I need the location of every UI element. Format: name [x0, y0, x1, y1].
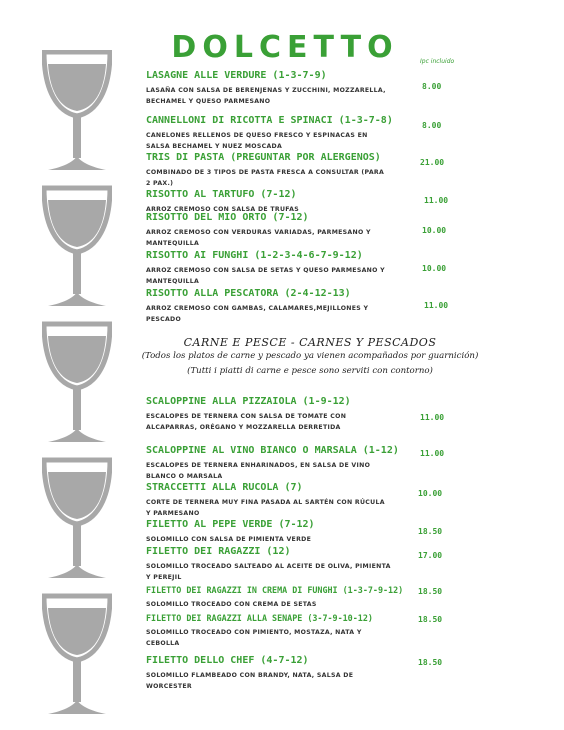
dish-description: ESCALOPES DE TERNERA ENHARINADOS, EN SALSA DE VINO BLANCO O MARSALA: [146, 462, 371, 480]
wine-glass-icon: [44, 52, 110, 170]
dish-name: FILETTO DEI RAGAZZI ALLA SENAPE (3-7-9-10-12): [146, 613, 373, 623]
wine-glass-icon: [44, 460, 110, 578]
dish-price: 10.00: [422, 226, 447, 235]
menu-item: [146, 482, 538, 519]
dish-price: 21.00: [420, 158, 445, 167]
menu-item: [146, 288, 538, 325]
dish-price: 10.00: [418, 489, 443, 498]
menu-item: [146, 250, 538, 287]
dish-price: 18.50: [418, 527, 443, 536]
menu-item: [146, 655, 538, 692]
dish-price: 11.00: [424, 301, 449, 310]
dish-price: 18.50: [418, 615, 443, 624]
wine-glass-icon: [44, 188, 110, 306]
dish-price: 8.00: [422, 82, 442, 91]
dish-description: COMBINADO DE 3 TIPOS DE PASTA FRESCA A CONSULTAR (PARA 2 PAX.): [146, 169, 385, 187]
dish-name: RISOTTO ALLA PESCATORA (2-4-12-13): [146, 288, 351, 299]
wine-glass-icon: [44, 596, 110, 714]
dish-price: 18.50: [418, 658, 443, 667]
menu-item: [146, 115, 538, 152]
dish-description: SOLOMILLO TROCEADO CON CREMA DE SETAS: [146, 601, 317, 608]
dish-description: SOLOMILLO CON SALSA DE PIMIENTA VERDE: [146, 536, 312, 543]
tax-note: Ipc incluido: [420, 58, 455, 65]
dish-price: 11.00: [424, 196, 449, 205]
section-subtitle-es: (Todos los platos de carne y pescado ya vienen acompañados por guarnición): [141, 351, 479, 361]
dish-name: FILETTO DELLO CHEF (4-7-12): [146, 655, 309, 666]
dish-price: 11.00: [420, 449, 445, 458]
menu-item: [146, 585, 538, 611]
dish-description: SOLOMILLO TROCEADO SALTEADO AL ACEITE DE OLIVA, PIMIENTA Y PEREJIL: [146, 563, 391, 581]
dish-price: 17.00: [418, 551, 443, 560]
menu-item: [146, 152, 538, 189]
menu-item: [146, 546, 538, 583]
page-title: DOLCETTO: [171, 30, 399, 65]
dish-description: CORTE DE TERNERA MUY FINA PASADA AL SARTÉN CON RÚCULA Y PARMESANO: [146, 499, 385, 517]
menu-item: [146, 70, 538, 107]
menu-item: [146, 212, 538, 249]
section-subtitle-it: (Tutti i piatti di carne e pesce sono serviti con contorno): [187, 366, 433, 376]
dish-name: TRIS DI PASTA (PREGUNTAR POR ALERGENOS): [146, 152, 381, 163]
menu-item: [146, 445, 538, 482]
section-heading: CARNE E PESCE - CARNES Y PESCADOS: [183, 336, 437, 349]
dish-description: CANELONES RELLENOS DE QUESO FRESCO Y ESPINACAS EN SALSA BECHAMEL Y NUEZ MOSCADA: [146, 132, 368, 150]
menu-item: [146, 396, 538, 433]
dish-name: STRACCETTI ALLA RUCOLA (7): [146, 482, 303, 493]
wine-glasses-decoration: [42, 50, 112, 720]
dish-name: FILETTO AL PEPE VERDE (7-12): [146, 519, 315, 530]
menu-item: [146, 519, 538, 546]
dish-description: ARROZ CREMOSO CON SALSA DE TRUFAS: [146, 206, 299, 213]
dish-description: LASAÑA CON SALSA DE BERENJENAS Y ZUCCHINI, MOZZARELLA, BECHAMEL Y QUESO PARMESANO: [146, 87, 386, 105]
dish-name: SCALOPPINE AL VINO BIANCO O MARSALA (1-12): [146, 445, 399, 456]
dish-name: SCALOPPINE ALLA PIZZAIOLA (1-9-12): [146, 396, 351, 407]
dish-price: 11.00: [420, 413, 445, 422]
dish-description: SOLOMILLO TROCEADO CON PIMIENTO, MOSTAZA, NATA Y CEBOLLA: [146, 629, 362, 647]
dish-description: SOLOMILLO FLAMBEADO CON BRANDY, NATA, SALSA DE WORCESTER: [146, 672, 354, 690]
dish-description: ESCALOPES DE TERNERA CON SALSA DE TOMATE CON ALCAPARRAS, ORÉGANO Y MOZZARELLA DERRETIDA: [146, 413, 347, 431]
dish-name: LASAGNE ALLE VERDURE (1-3-7-9): [146, 70, 327, 81]
dish-name: RISOTTO DEL MIO ORTO (7-12): [146, 212, 309, 223]
dish-name: CANNELLONI DI RICOTTA E SPINACI (1-3-7-8): [146, 115, 393, 126]
dish-description: ARROZ CREMOSO CON GAMBAS, CALAMARES,MEJILLONES Y PESCADO: [146, 305, 369, 323]
dish-name: RISOTTO AI FUNGHI (1-2-3-4-6-7-9-12): [146, 250, 363, 261]
dish-price: 8.00: [422, 121, 442, 130]
dish-name: RISOTTO AL TARTUFO (7-12): [146, 189, 297, 200]
dish-name: FILETTO DEI RAGAZZI IN CREMA DI FUNGHI (1-3-7-9-12): [146, 585, 404, 595]
menu-item: [146, 613, 538, 649]
dish-price: 18.50: [418, 587, 443, 596]
dish-price: 10.00: [422, 264, 447, 273]
dish-description: ARROZ CREMOSO CON SALSA DE SETAS Y QUESO PARMESANO Y MANTEQUILLA: [146, 267, 385, 285]
dish-name: FILETTO DEI RAGAZZI (12): [146, 546, 291, 557]
dish-description: ARROZ CREMOSO CON VERDURAS VARIADAS, PARMESANO Y MANTEQUILLA: [146, 229, 371, 247]
